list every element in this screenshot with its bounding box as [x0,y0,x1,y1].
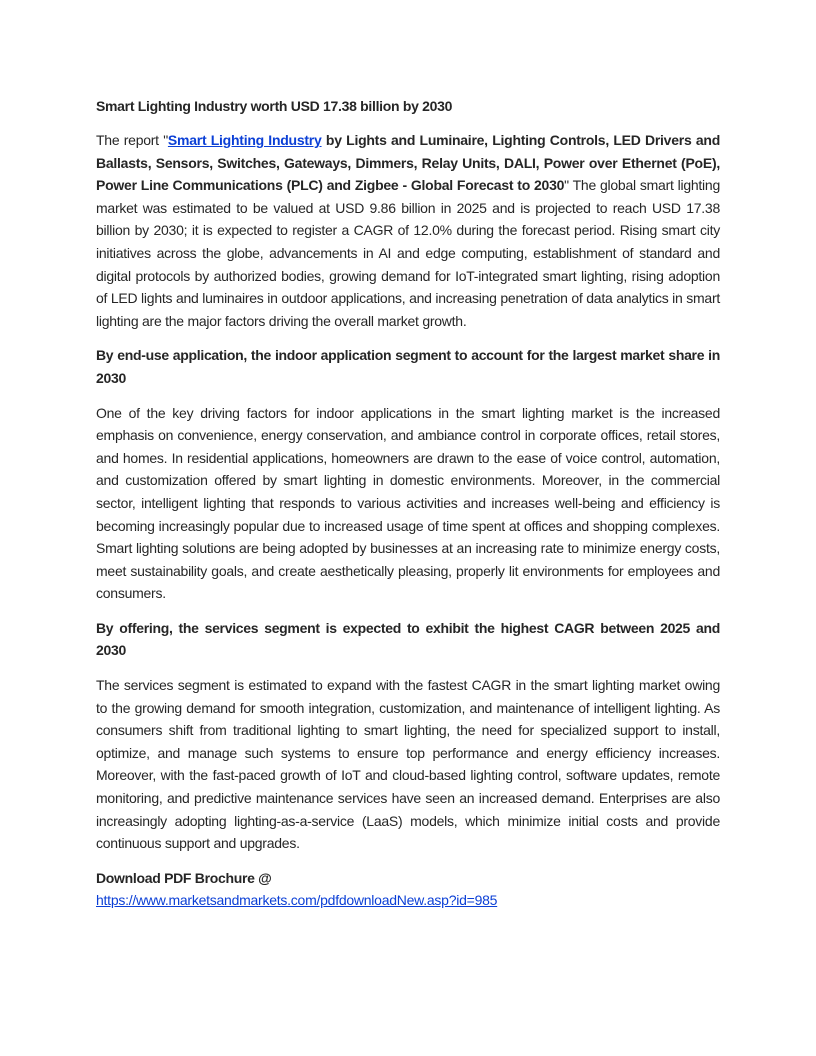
intro-body: The global smart lighting market was estimated to be valued at USD 9.86 billion in 2025 and is projected to reach USD 17.38 billion by 2030; it is expected to register a CAGR of 12.0% during the forecast period. Rising smart city initiatives across the globe, advancements in AI and edge computing, establishment of standard and digital protocols by authorized bodies, growing demand for IoT-integrated smart lighting, rising adoption of LED lights and luminaires in outdoor applications, and increasing penetration of data analytics in smart lighting are the major factors driving the overall market growth. [96,177,720,329]
report-title-rest: by Lights and Luminaire, Lighting Controls, LED Drivers and Ballasts, Sensors, Switches, Gateways, Dimmers, Relay Units, DALI, Power over Ethernet (PoE), Power Line Communications (PLC) and Zigbee - Global Forecast to 2030 [96,132,720,194]
section-heading-indoor: By end-use application, the indoor application segment to account for the largest market share in 2030 [96,347,720,386]
report-link[interactable]: Smart Lighting Industry [167,132,322,148]
intro-prefix: The report " [96,132,168,148]
section-body-services: The services segment is estimated to expand with the fastest CAGR in the smart lighting market owing to the growing demand for smooth integration, customization, and maintenance of intelligent lighting. As consumers shift from traditional lighting to smart lighting, the need for specialized support to install, optimize, and manage such systems to ensure top performance and energy efficiency increases. Moreover, with the fast-paced growth of IoT and cloud-based lighting control, software updates, remote monitoring, and predictive maintenance services have seen an increased demand. Enterprises are also increasingly adopting lighting-as-a-service (LaaS) models, which minimize initial costs and provide continuous support and upgrades. [96,677,720,852]
section-heading-services: By offering, the services segment is expected to exhibit the highest CAGR between 2025 and 2030 [96,619,720,659]
quote-close: " [564,177,569,194]
download-brochure-label: Download PDF Brochure @ [96,869,272,886]
document-title: Smart Lighting Industry worth USD 17.38 billion by 2030 [96,98,453,114]
section-body-indoor: One of the key driving factors for indoor applications in the smart lighting market is the increased emphasis on convenience, energy conservation, and ambiance control in corporate offices, retail stores, and homes. In residential applications, homeowners are drawn to the ease of voice control, automation, and customization offered by smart lighting in domestic environments. Moreover, in the commercial sector, intelligent lighting that responds to various activities and increases well-being and efficiency is becoming increasingly popular due to increased usage of time spent at offices and shopping complexes. Smart lighting solutions are being adopted by businesses at an increasing rate to minimize energy costs, meet sustainability goals, and create aesthetically pleasing, properly lit environments for employees and consumers. [96,404,720,602]
intro-paragraph [96,129,720,332]
document-page [96,95,720,912]
download-brochure-link[interactable]: https://www.marketsandmarkets.com/pdfdownloadNew.asp?id=985 [96,892,498,909]
